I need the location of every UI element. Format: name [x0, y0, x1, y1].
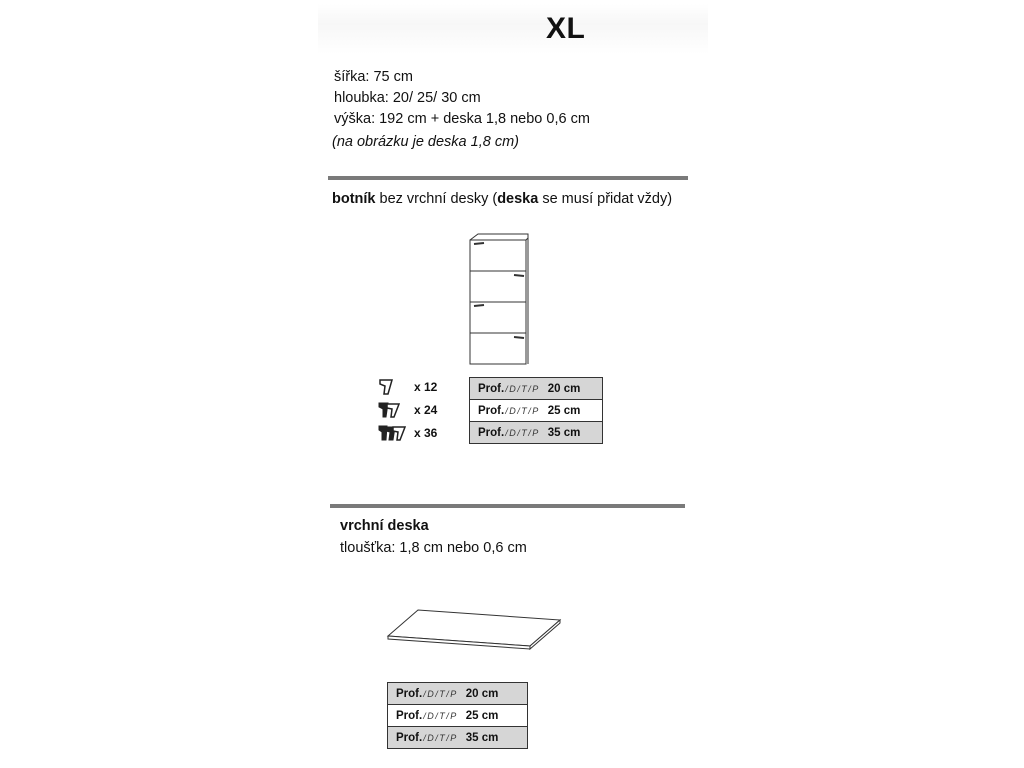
single-shoe-icon — [378, 378, 394, 396]
shoe-cabinet-heading — [332, 191, 672, 207]
depth-dims: /D/T/P — [423, 688, 458, 699]
depth-option-20[interactable] — [470, 378, 602, 400]
double-shoe-icon — [378, 401, 400, 419]
depth-value: 20 cm — [547, 382, 581, 395]
spec-depth: hloubka: 20/ 25/ 30 cm — [334, 90, 481, 106]
depth-option-25[interactable] — [470, 400, 602, 422]
depth-value: 35 cm — [465, 731, 499, 744]
heading-text-1: bez vrchní desky ( — [375, 191, 498, 207]
depth-dims: /D/T/P — [505, 405, 540, 416]
depth-prefix: Prof. — [478, 382, 505, 395]
depth-option-20[interactable] — [388, 683, 527, 705]
heading-bold-deska: deska — [497, 191, 539, 207]
depth-option-35[interactable] — [388, 727, 527, 748]
top-board-drawing — [384, 602, 564, 652]
depth-value: 25 cm — [547, 404, 581, 417]
capacity-qty: x 24 — [414, 403, 438, 417]
depth-dims: /D/T/P — [423, 710, 458, 721]
triple-shoe-icon — [378, 424, 406, 442]
capacity-qty: x 36 — [414, 426, 438, 440]
depth-dims: /D/T/P — [505, 383, 540, 394]
spec-height: výška: 192 cm + deska 1,8 nebo 0,6 cm — [334, 111, 590, 127]
capacity-row-24 — [378, 401, 458, 419]
header-band — [318, 4, 708, 54]
depth-prefix: Prof. — [396, 709, 423, 722]
depth-prefix: Prof. — [478, 404, 505, 417]
spec-width: šířka: 75 cm — [334, 69, 413, 85]
depth-prefix: Prof. — [478, 426, 505, 439]
depth-prefix: Prof. — [396, 687, 423, 700]
depth-dims: /D/T/P — [505, 427, 540, 438]
capacity-row-36 — [378, 424, 458, 442]
depth-value: 20 cm — [465, 687, 499, 700]
depth-value: 35 cm — [547, 426, 581, 439]
cabinet-depth-table — [469, 377, 603, 444]
depth-value: 25 cm — [465, 709, 499, 722]
capacity-qty: x 12 — [414, 380, 438, 394]
shoe-cabinet-drawing — [462, 230, 536, 370]
top-board-thickness: tloušťka: 1,8 cm nebo 0,6 cm — [340, 540, 527, 556]
heading-text-2: se musí přidat vždy) — [538, 191, 673, 207]
capacity-row-12 — [378, 378, 458, 396]
depth-option-25[interactable] — [388, 705, 527, 727]
section-divider — [330, 504, 685, 508]
spec-note: (na obrázku je deska 1,8 cm) — [332, 134, 519, 150]
depth-option-35[interactable] — [470, 422, 602, 443]
page-title: XL — [546, 12, 586, 45]
depth-dims: /D/T/P — [423, 732, 458, 743]
top-board-title: vrchní deska — [340, 518, 429, 534]
section-divider — [328, 176, 688, 180]
top-board-heading — [340, 518, 429, 534]
heading-bold-botnik: botník — [332, 191, 376, 207]
board-depth-table — [387, 682, 528, 749]
depth-prefix: Prof. — [396, 731, 423, 744]
